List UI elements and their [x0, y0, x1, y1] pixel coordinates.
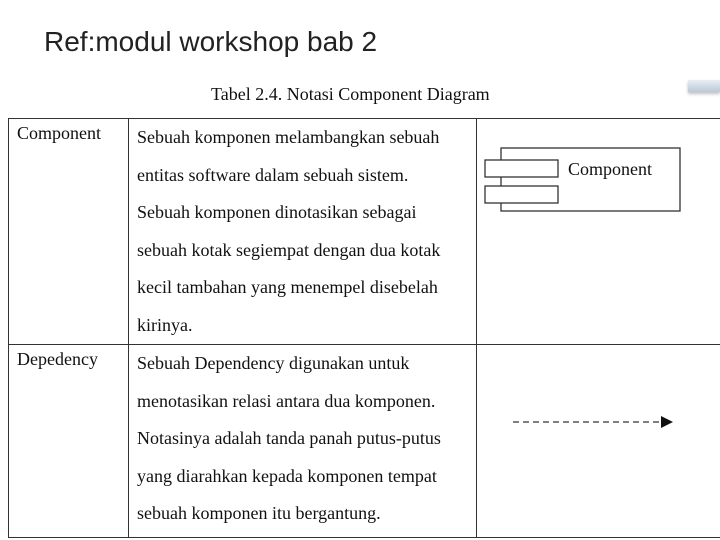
table-caption: Tabel 2.4. Notasi Component Diagram	[211, 84, 490, 104]
description-line: yang diarahkan kepada komponen tempat	[137, 465, 437, 486]
component-symbol-label: Component	[568, 159, 652, 179]
description-line: Sebuah komponen dinotasikan sebagai	[137, 202, 417, 222]
notation-description-cell	[129, 119, 477, 345]
description-line: Sebuah komponen melambangkan sebuah	[137, 127, 440, 147]
description-line: Sebuah Dependency digunakan untuk	[137, 353, 410, 373]
decorative-corner-mark	[688, 80, 720, 92]
notation-description-cell	[129, 345, 477, 538]
notation-name: Depedency	[17, 349, 98, 369]
description-line: kirinya.	[137, 314, 193, 335]
component-port-box-bottom	[485, 186, 558, 203]
description-line: kecil tambahan yang menempel disebelah	[137, 277, 438, 297]
slide-title: Ref:modul workshop bab 2	[44, 26, 378, 57]
table-row-component	[9, 119, 720, 345]
component-symbol-icon	[477, 119, 720, 341]
description-line: sebuah komponen itu bergantung.	[137, 503, 381, 523]
notation-symbol-cell	[477, 119, 720, 345]
arrow-head	[661, 416, 673, 428]
description-line: entitas software dalam sebuah sistem.	[137, 164, 409, 185]
notation-table	[8, 118, 720, 538]
notation-name-cell	[9, 345, 129, 538]
notation-name: Component	[17, 123, 101, 143]
notation-name-cell	[9, 119, 129, 345]
component-port-box-top	[485, 160, 558, 177]
dashed-arrow-icon	[477, 345, 720, 532]
description-line: Notasinya adalah tanda panah putus-putus	[137, 428, 441, 448]
description-line: sebuah kotak segiempat dengan dua kotak	[137, 239, 441, 260]
description-line: menotasikan relasi antara dua komponen.	[137, 390, 436, 411]
table-row-dependency	[9, 345, 720, 538]
notation-symbol-cell	[477, 345, 720, 538]
